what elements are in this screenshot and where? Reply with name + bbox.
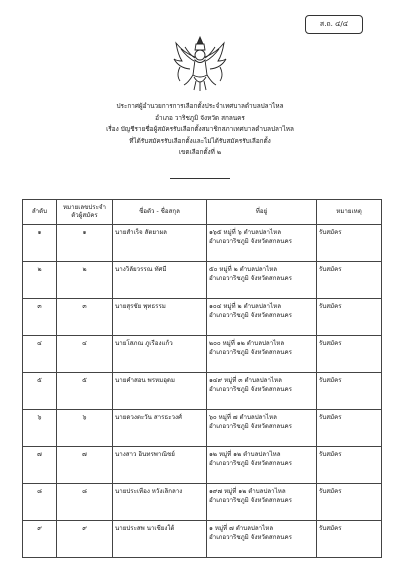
- header-line-1: ประกาศผู้อำนวยการการเลือกตั้งประจำเทศบาลตำบลปลาไหล: [116, 102, 284, 110]
- garuda-emblem-icon: [172, 35, 228, 93]
- cell-order: ๖: [23, 410, 57, 447]
- cell-address: [207, 521, 317, 558]
- address-line-1: ๑๐๔ หมู่ที่ ๒ ตำบลปลาไหล: [209, 303, 281, 310]
- form-code-text: ส.ถ. ๔/๔: [319, 20, 349, 28]
- cell-address: [207, 410, 317, 447]
- cell-name: นายดวงตะวัน สารธะวงศ์: [113, 410, 207, 447]
- address-line-2: อำเภอวาริชภูมิ จังหวัดสกลนคร: [209, 497, 292, 504]
- col-header-remark: หมายเหตุ: [317, 200, 382, 225]
- cell-order: ๒: [23, 262, 57, 299]
- address-line-1: ๑๔๙ หมู่ที่ ๓ ตำบลปลาไหล: [209, 377, 282, 384]
- cell-remark: รับสมัคร: [317, 410, 382, 447]
- candidates-table: [22, 199, 382, 558]
- cell-name: นางสาว อินทรพาณิชย์: [113, 447, 207, 484]
- header-line-3: เรื่อง บัญชีรายชื่อผู้สมัครรับเลือกตั้งสมาชิกสภาเทศบาลตำบลปลาไหล: [106, 125, 294, 134]
- cell-name: นายประสพ นาเชียงใต้: [113, 521, 207, 558]
- cell-name: นายโสภณ ภูเรืองแก้ว: [113, 336, 207, 373]
- cell-number: ๑: [57, 225, 113, 262]
- cell-order: ๕: [23, 373, 57, 410]
- table-row: [23, 447, 382, 484]
- address-line-2: อำเภอวาริชภูมิ จังหวัดสกลนคร: [209, 423, 292, 430]
- address-line-1: ๑ หมู่ที่ ๗ ตำบลปลาไหล: [209, 525, 274, 532]
- cell-name: นายสำเร็จ สัตยาผล: [113, 225, 207, 262]
- address-line-2: อำเภอวาริชภูมิ จังหวัดสกลนคร: [209, 275, 292, 282]
- cell-remark: รับสมัคร: [317, 336, 382, 373]
- cell-name: นายสุรชัย พุทธรรม: [113, 299, 207, 336]
- cell-name: นายประเทือง หวังเลิกลาง: [113, 484, 207, 521]
- table-row: [23, 299, 382, 336]
- cell-order: ๑: [23, 225, 57, 262]
- cell-address: [207, 262, 317, 299]
- address-line-1: ๑๖๕ หมู่ที่ ๖ ตำบลปลาไหล: [209, 229, 281, 236]
- address-line-1: ๖๐ หมู่ที่ ๗ ตำบลปลาไหล: [209, 414, 277, 421]
- cell-number: ๕: [57, 373, 113, 410]
- cell-remark: รับสมัคร: [317, 521, 382, 558]
- cell-name: นายคำสอน พรหมอุดม: [113, 373, 207, 410]
- table-row: [23, 410, 382, 447]
- cell-remark: รับสมัคร: [317, 299, 382, 336]
- address-line-1: ๑๒ หมู่ที่ ๑๒ ตำบลปลาไหล: [209, 451, 281, 458]
- address-line-1: ๑๙๗ หมู่ที่ ๑๒ ตำบลปลาไหล: [209, 488, 286, 495]
- header-line-4: ที่ได้รับสมัครรับเลือกตั้งและไม่ได้รับสมัครรับเลือกตั้ง: [129, 136, 271, 145]
- cell-remark: รับสมัคร: [317, 373, 382, 410]
- col-header-address: ที่อยู่: [207, 200, 317, 225]
- cell-number: ๒: [57, 262, 113, 299]
- cell-order: ๙: [23, 521, 57, 558]
- cell-address: [207, 484, 317, 521]
- cell-remark: รับสมัคร: [317, 225, 382, 262]
- table-row: [23, 225, 382, 262]
- address-line-2: อำเภอวาริชภูมิ จังหวัดสกลนคร: [209, 238, 292, 245]
- cell-address: [207, 373, 317, 410]
- address-line-1: ๒๐๐ หมู่ที่ ๑๒ ตำบลปลาไหล: [209, 340, 285, 347]
- table-row: [23, 373, 382, 410]
- address-line-1: ๕๐ หมู่ที่ ๒ ตำบลปลาไหล: [209, 266, 278, 273]
- cell-remark: รับสมัคร: [317, 447, 382, 484]
- table-row: [23, 484, 382, 521]
- cell-remark: รับสมัคร: [317, 484, 382, 521]
- address-line-2: อำเภอวาริชภูมิ จังหวัดสกลนคร: [209, 534, 292, 541]
- address-line-2: อำเภอวาริชภูมิ จังหวัดสกลนคร: [209, 386, 292, 393]
- cell-order: ๓: [23, 299, 57, 336]
- announcement-header: [40, 101, 360, 159]
- table-header-row: [23, 200, 382, 225]
- cell-address: [207, 299, 317, 336]
- cell-address: [207, 336, 317, 373]
- header-line-2: อำเภอ วาริชภูมิ จังหวัด สกลนคร: [155, 113, 245, 122]
- header-underline: [170, 178, 230, 179]
- table-row: [23, 262, 382, 299]
- cell-number: ๙: [57, 521, 113, 558]
- cell-address: [207, 447, 317, 484]
- cell-name: นางวิลัยวรรณ ทัศมี: [113, 262, 207, 299]
- col-header-number: หมายเลขประจำตัวผู้สมัคร: [57, 200, 113, 225]
- cell-number: ๗: [57, 447, 113, 484]
- address-line-2: อำเภอวาริชภูมิ จังหวัดสกลนคร: [209, 349, 292, 356]
- cell-order: ๔: [23, 336, 57, 373]
- header-line-5: เขตเลือกตั้งที่ ๒: [178, 148, 222, 157]
- address-line-2: อำเภอวาริชภูมิ จังหวัดสกลนคร: [209, 312, 292, 319]
- cell-remark: รับสมัคร: [317, 262, 382, 299]
- table-row: [23, 336, 382, 373]
- cell-order: ๗: [23, 447, 57, 484]
- col-header-order: ลำดับ: [23, 200, 57, 225]
- table-row: [23, 521, 382, 558]
- address-line-2: อำเภอวาริชภูมิ จังหวัดสกลนคร: [209, 460, 292, 467]
- col-header-name: ชื่อตัว - ชื่อสกุล: [113, 200, 207, 225]
- cell-number: ๔: [57, 336, 113, 373]
- cell-number: ๘: [57, 484, 113, 521]
- cell-number: ๓: [57, 299, 113, 336]
- cell-address: [207, 225, 317, 262]
- form-code-box: [305, 15, 363, 34]
- cell-number: ๖: [57, 410, 113, 447]
- cell-order: ๘: [23, 484, 57, 521]
